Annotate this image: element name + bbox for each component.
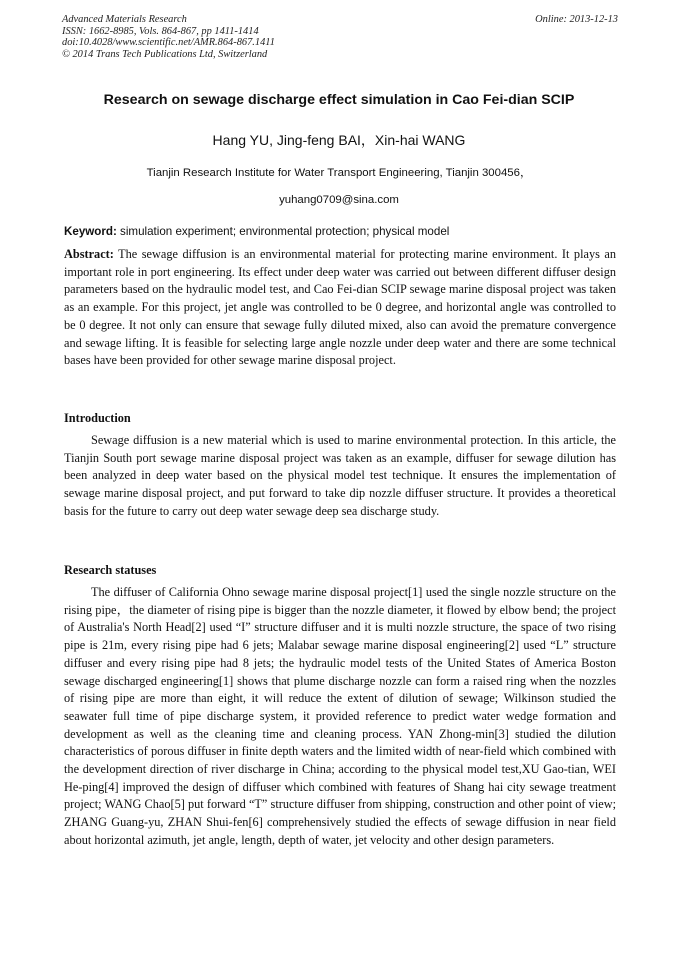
author-list: Hang YU, Jing-feng BAI，Xin-hai WANG xyxy=(212,132,466,148)
keyword-text: simulation experiment; environmental protection; physical model xyxy=(116,225,450,238)
journal-header xyxy=(62,14,618,60)
keyword-line xyxy=(64,224,616,239)
affiliation: Tianjin Research Institute for Water Transport Engineering, Tianjin 300456， xyxy=(146,167,532,179)
abstract xyxy=(64,246,616,370)
research-statuses-paragraph: The diffuser of California Ohno sewage marine disposal project[1] used the single nozzle structure on the rising pipe，the diameter of rising pipe is bigger than the nozzle diameter, it flowed by elbow bend; the project of Australia's North Head[2] used “I” structure diffuser and it is multi nozzle structure, the space of two rising pipe is 21m, every rising pipe had 6 jets; Malabar sewage marine disposal engineering[2] used “L” structure diffuser and every rising pipe had 8 jets; the hydraulic model tests of the United States of America Boston sewage discharged engineering[1] shows that plume discharge nozzle can form a raised ring when the nozzles of rising pipe are more than eight, it will reduce the extent of dilution of sewage; Wilkinson studied the seawater full time of pipe discharge system, it provided reference to predict water wedge formation and development as well as the cleaning time and cleaning process. YAN Zhong-min[3] studied the dilution characteristics of porous diffuser in finite depth waters and the limited width of near-field which combined with the development direction of river discharge in China; according to the physical model test,XU Gao-tian, WEI He-ping[4] improved the design of diffuser which combined with features of Shang hai city sewage treatment project; WANG Chao[5] put forward “T” structure diffuser from shipping, construction and other point of view; ZHANG Guang-yu, ZHAN Shui-fen[6] comprehensively studied the effects of sewage diffusion in near field about horizontal azimuth, jet angle, length, depth of water, jet velocity and other design parameters. xyxy=(64,585,616,847)
introduction-paragraph: Sewage diffusion is a new material which is used to marine environmental protection. In this article, the Tianjin South port sewage marine disposal project was taken as an example, diffuser for sewage dilution has been analyzed in deep water based on the physical model test technique. It ensures the implementation of sewage marine disposal project, and put forward to take dip nozzle diffuser structure. It provides a theoretical basis for the future to carry out deep water sewage deep sea discharge study. xyxy=(64,433,616,518)
paper-title: Research on sewage discharge effect simulation in Cao Fei-dian SCIP xyxy=(103,92,575,108)
abstract-label: Abstract: xyxy=(64,247,114,261)
doi-line: doi:10.4028/www.scientific.net/AMR.864-867.1411 xyxy=(62,37,275,48)
research-statuses-heading: Research statuses xyxy=(64,563,157,577)
issn-line: ISSN: 1662-8985, Vols. 864-867, pp 1411-1414 xyxy=(62,25,259,37)
abstract-text: The sewage diffusion is an environmental material for protecting marine environment. It plays an important role in port engineering. Its effect under deep water was carried out between different diffuser design parameters based on the hydraulic model test, and Cao Fei-dian SCIP sewage marine disposal project was taken as an example. For this project, jet angle was controlled to be 0 degree, and horizontal angle was controlled to be 0 degree. It not only can ensure that sewage fully diluted mixed, also can avoid the premature convergence and sewage lifting. It is feasible for selecting large angle nozzle under deep water and there are some technical bases have been provided for other sewage marine disposal project. xyxy=(64,247,616,368)
introduction-heading: Introduction xyxy=(64,411,131,425)
copyright-line: © 2014 Trans Tech Publications Ltd, Switzerland xyxy=(62,48,268,60)
keyword-label: Keyword: xyxy=(64,225,117,238)
online-date: Online: 2013-12-13 xyxy=(535,14,618,25)
journal-name: Advanced Materials Research xyxy=(62,14,187,25)
author-email: yuhang0709@sina.com xyxy=(279,194,399,206)
